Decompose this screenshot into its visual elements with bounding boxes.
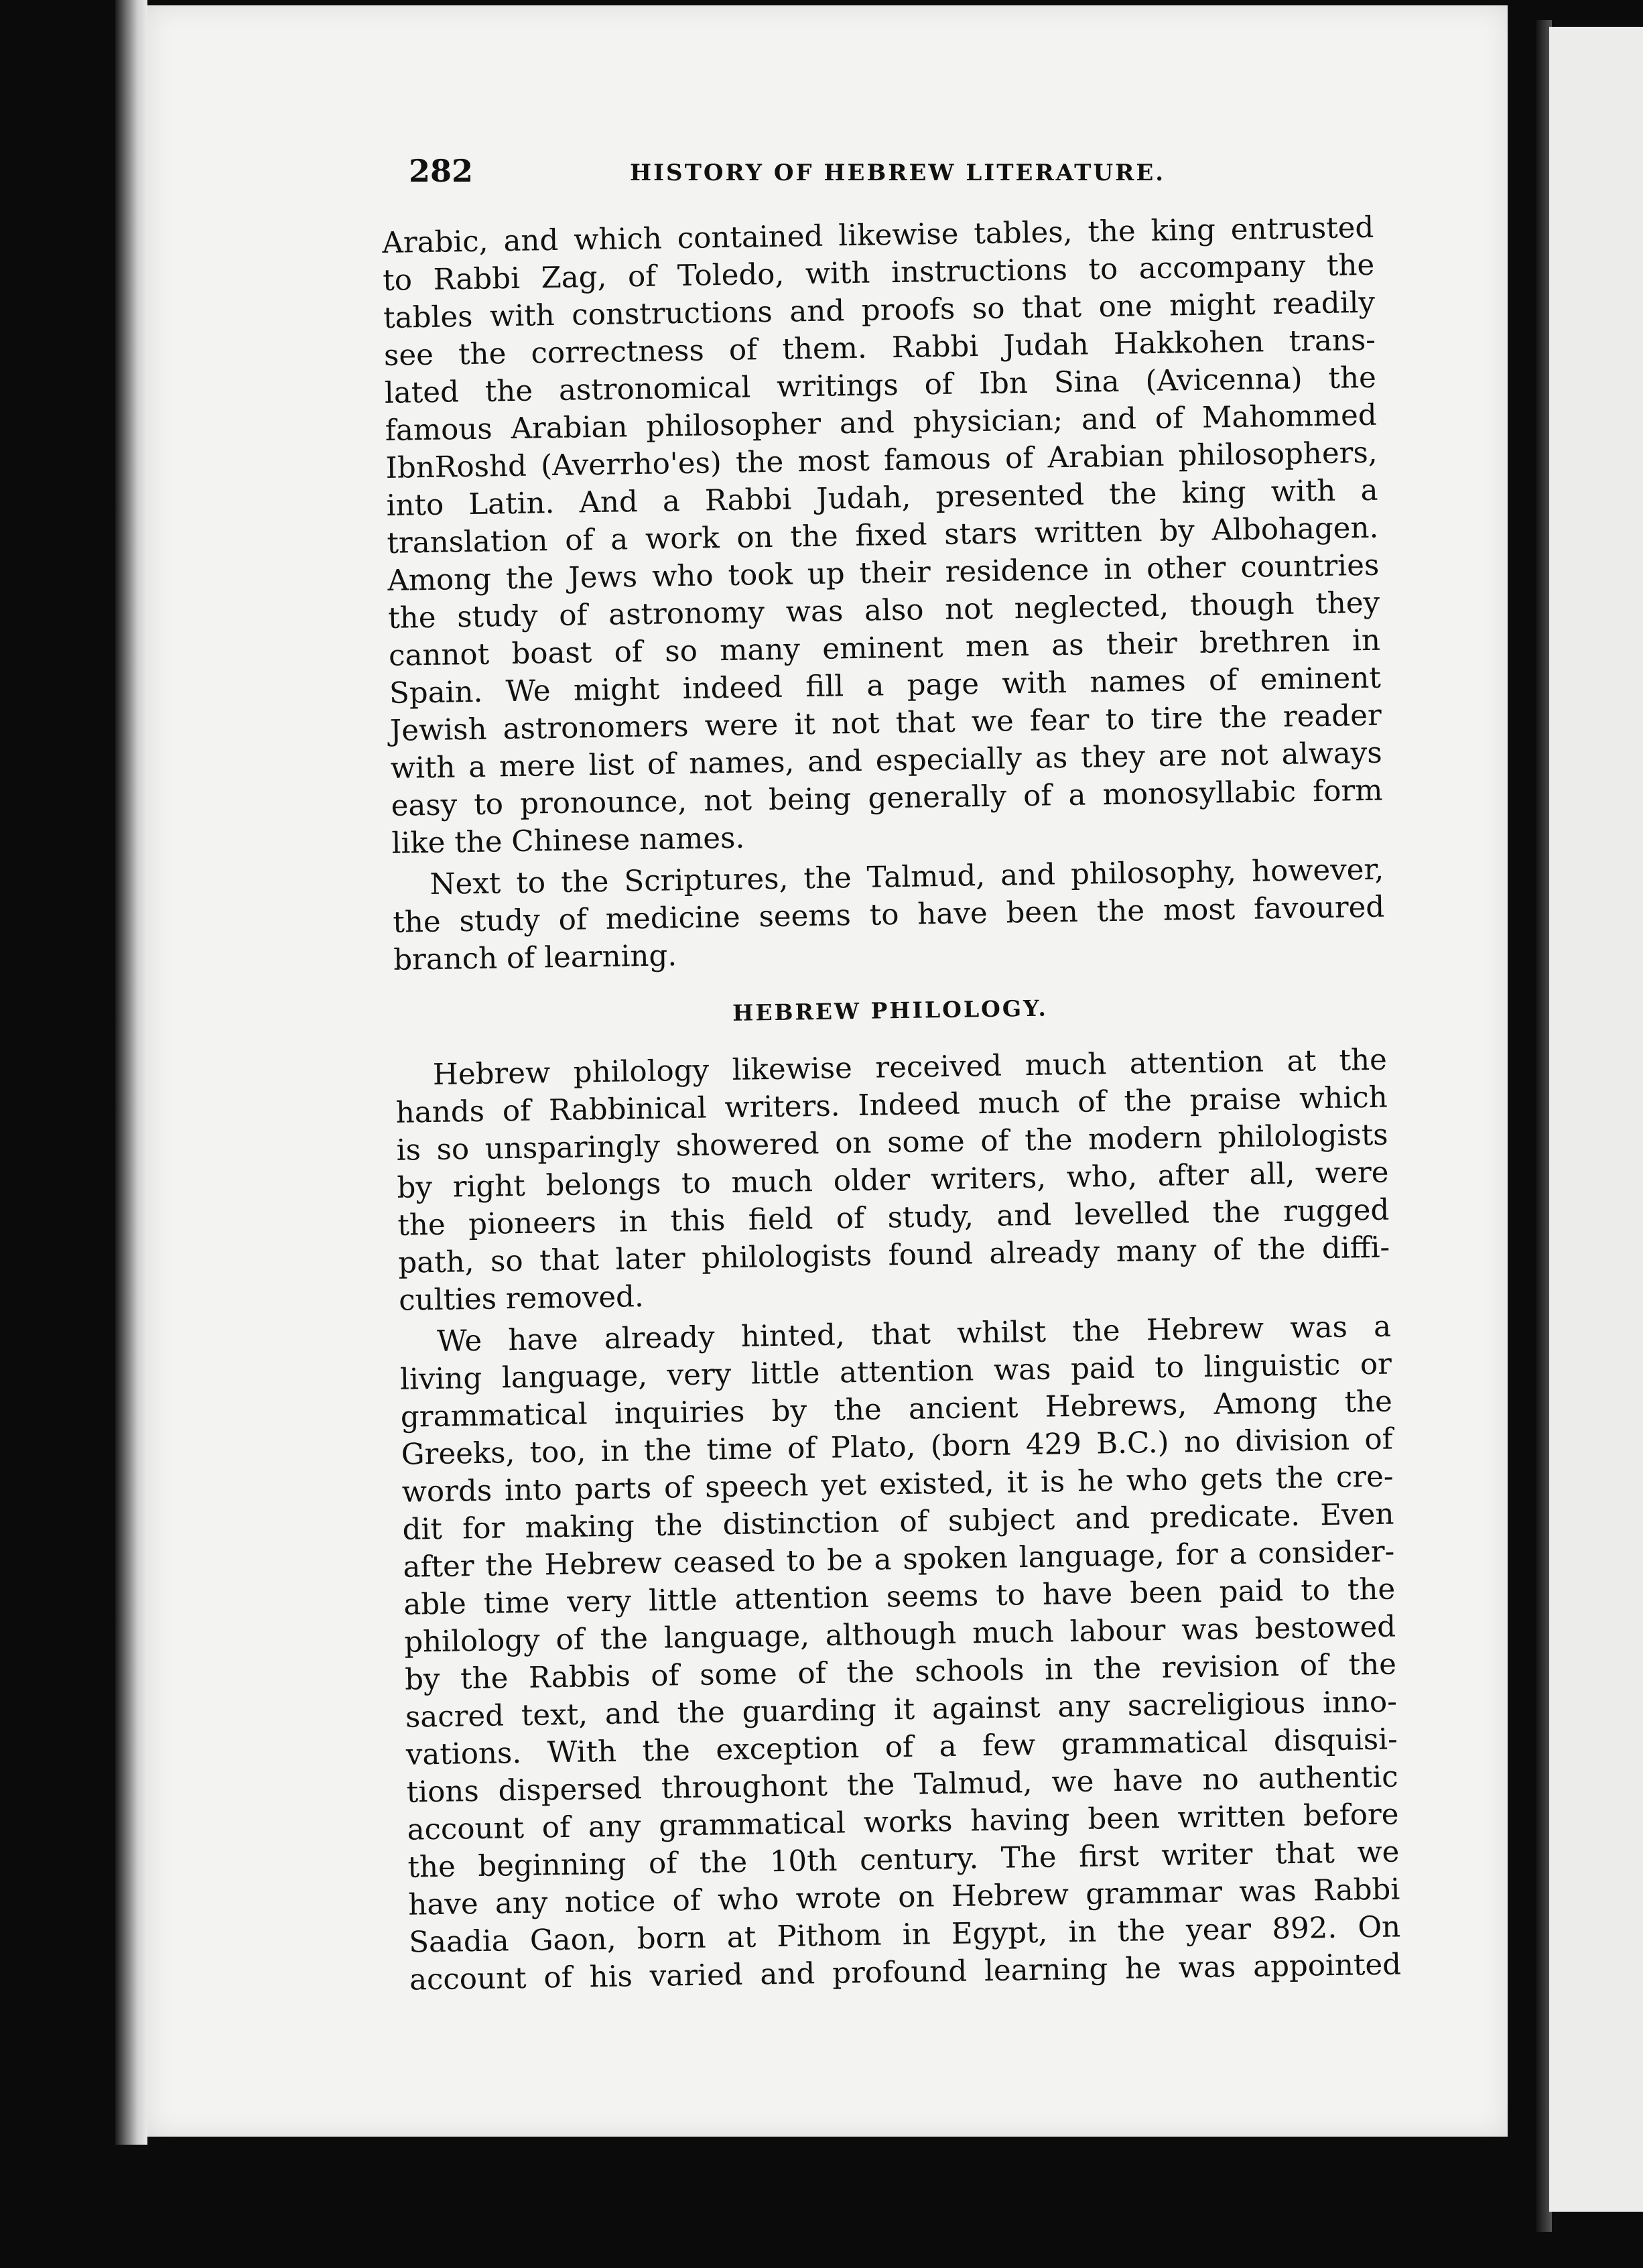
text-line: the beginning of the 10th century. The first writer that we [407, 1835, 1400, 1885]
text-line: translation of a work on the fixed stars written by Albohagen. [387, 511, 1379, 560]
text-line: lated the astronomical writings of Ibn Sina (Avicenna) the [384, 361, 1377, 410]
paragraph-2-cont [393, 889, 1386, 979]
text-line: the study of astronomy was also not neglected, though they [387, 586, 1380, 635]
text-line: into Latin. And a Rabbi Judah, presented the king with a [386, 473, 1378, 523]
text-line: Saadia Gaon, born at Pithom in Egypt, in the year 892. On [408, 1910, 1401, 1960]
text-line: by right belongs to much older writers, who, after all, were [397, 1155, 1389, 1205]
text-line: have any notice of who wrote on Hebrew grammar was Rabbi [408, 1873, 1400, 1922]
text-line: Jewish astronomers were it not that we fear to tire the reader [389, 698, 1382, 748]
text-line: Hebrew philology likewise received much attention at the [432, 1043, 1388, 1092]
text-line: by the Rabbis of some of the schools in the revision of the [404, 1647, 1397, 1697]
text-line: vations. With the exception of a few grammatical disquisi- [405, 1722, 1398, 1772]
text-line: is so unsparingly showered on some of the modern philologists [396, 1118, 1388, 1168]
text-line: able time very little attention seems to have been paid to the [403, 1572, 1396, 1622]
text-line: Among the Jews who took up their residence in other countries [387, 548, 1380, 598]
adjacent-page-edge [1549, 27, 1643, 2212]
paragraph-1 [382, 209, 1384, 863]
text-line: Greeks, too, in the time of Plato, (born 429 B.C.) no division of [401, 1422, 1394, 1472]
running-head: HISTORY OF HEBREW LITERATURE. [630, 160, 1166, 186]
text-line: like the Chinese names. [391, 821, 745, 861]
text-line: sacred text, and the guarding it against any sacreligious inno- [405, 1685, 1398, 1735]
text-line: culties removed. [398, 1280, 645, 1318]
text-line: dit for making the distinction of subject and predicate. Even [402, 1497, 1394, 1547]
text-line: the pioneers in this field of study, and levelled the rugged [397, 1193, 1390, 1243]
text-line: famous Arabian philosopher and physician; and of Mahommed [385, 398, 1378, 448]
text-line: cannot boast of so many eminent men as their brethren in [388, 623, 1381, 673]
text-line: We have already hinted, that whilst the Hebrew was a [436, 1310, 1392, 1359]
text-line: tables with constructions and proofs so that one might readily [383, 286, 1376, 335]
text-line: after the Hebrew ceased to be a spoken language, for a consider- [403, 1535, 1395, 1584]
text-line: account of his varied and profound learning he was appointed [409, 1948, 1402, 1997]
text-line: grammatical inquiries by the ancient Hebrews, Among the [400, 1385, 1393, 1434]
text-line: Spain. We might indeed fill a page with names of eminent [389, 661, 1382, 710]
text-line: account of any grammatical works having been written before [407, 1798, 1399, 1847]
text-line: Next to the Scriptures, the Talmud, and philosophy, however, [430, 853, 1384, 901]
text-line: hands of Rabbinical writers. Indeed much of the praise which [395, 1080, 1388, 1130]
text-line: with a mere list of names, and especially as they are not always [390, 736, 1382, 785]
text-line: branch of learning. [393, 939, 677, 977]
text-line: path, so that later philologists found already many of the diffi- [397, 1231, 1390, 1280]
section-heading: HEBREW PHILOLOGY. [732, 995, 1049, 1026]
text-line: tions dispersed throughont the Talmud, we have no authentic [406, 1760, 1398, 1810]
text-line: the study of medicine seems to have been the most favoured [392, 890, 1385, 940]
paragraph-3 [395, 1042, 1391, 1320]
text-line: words into parts of speech yet existed, it is he who gets the cre- [401, 1460, 1394, 1509]
page-edge-shadow [115, 0, 147, 2145]
page-number: 282 [409, 153, 474, 189]
text-line: easy to pronounce, not being generally of a monosyllabic form [391, 773, 1383, 823]
page-header [409, 153, 1387, 193]
text-line: Arabic, and which contained likewise tables, the king entrusted [382, 210, 1374, 260]
text-line: see the correctness of them. Rabbi Judah Hakkohen trans- [383, 323, 1376, 373]
text-line: to Rabbi Zag, of Toledo, with instructions to accompany the [382, 248, 1375, 298]
text-line: philology of the language, although much labour was bestowed [403, 1610, 1396, 1659]
text-line: IbnRoshd (Averrho'es) the most famous of Arabian philosophers, [385, 436, 1378, 485]
text-line: living language, very little attention was paid to linguistic or [399, 1347, 1392, 1397]
body-text [382, 209, 1401, 1999]
paragraph-4 [399, 1308, 1402, 1999]
